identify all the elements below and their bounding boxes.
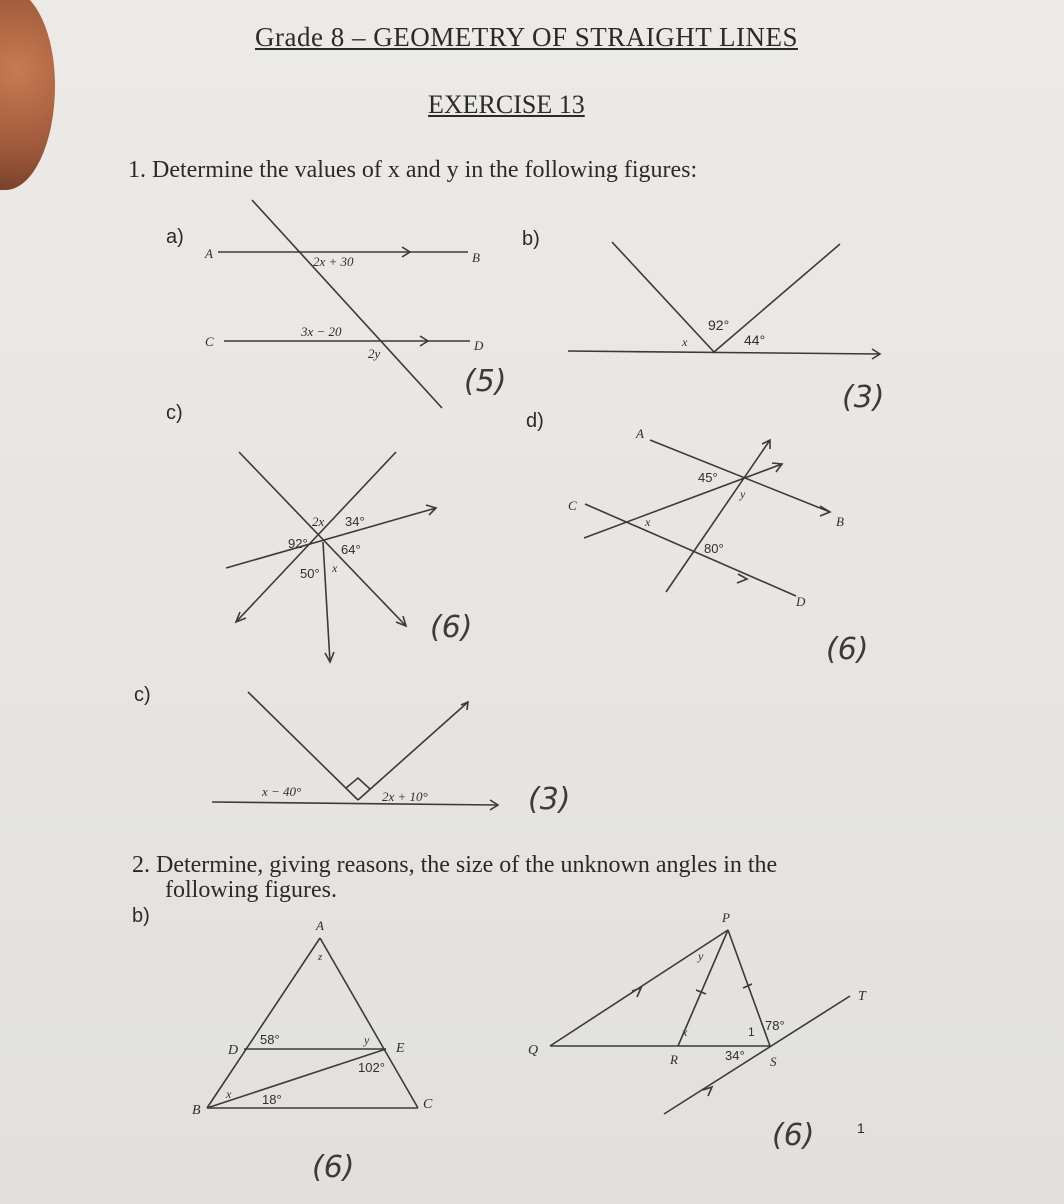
fig-1a-B: B — [472, 250, 480, 265]
fig-1a-angle-2x-30: 2x + 30 — [313, 254, 354, 269]
fig-2b-y: y — [364, 1033, 370, 1047]
fig-1e-angle-x-40: x − 40° — [262, 784, 302, 799]
mark-2b: (6) — [312, 1150, 355, 1185]
fig-1c-angle-2x: 2x — [312, 514, 325, 529]
fig-1d-A: A — [636, 426, 644, 441]
mark-1e: (3) — [528, 782, 571, 817]
mark-1c: (6) — [430, 610, 473, 645]
fig-2-y: y — [698, 949, 704, 963]
page-number: 1 — [857, 1120, 865, 1136]
fig-1d-C: C — [568, 498, 577, 513]
mark-2-other: (6) — [772, 1118, 815, 1153]
part-c-label: c) — [166, 402, 183, 424]
fig-1d-D: D — [796, 594, 806, 609]
fig-2-S: S — [770, 1054, 777, 1069]
fig-1a-A: A — [205, 246, 213, 261]
fig-2b-B: B — [192, 1103, 201, 1118]
fig-1c-angle-50: 50° — [300, 566, 320, 581]
fig-1d-B: B — [836, 514, 844, 529]
fig-2b-x: x — [226, 1087, 232, 1101]
fig-2-Q: Q — [528, 1043, 539, 1058]
fig-1b-x: x — [682, 335, 688, 349]
fig-2b-angle-58: 58° — [260, 1032, 280, 1047]
fig-1a-D: D — [474, 338, 484, 353]
fig-2-T: T — [858, 989, 866, 1004]
part-e-label: c) — [134, 684, 151, 706]
fig-1a-angle-2y: 2y — [368, 346, 381, 361]
exercise-heading: EXERCISE 13 — [428, 90, 585, 119]
fig-2b-E: E — [396, 1041, 405, 1056]
fig-1a-angle-3x-20: 3x − 20 — [301, 324, 342, 339]
fig-2b-z: z — [318, 951, 323, 963]
worksheet-title: Grade 8 – GEOMETRY OF STRAIGHT LINES — [255, 22, 798, 52]
fig-2b-C: C — [423, 1097, 433, 1112]
fig-1d-angle-80: 80° — [704, 541, 724, 556]
fig-1c-angle-64: 64° — [341, 542, 361, 557]
question-2-text-line1: 2. Determine, giving reasons, the size of the unknown angles in the — [132, 852, 778, 878]
fig-2-x: x — [682, 1025, 688, 1039]
fig-2b-D: D — [228, 1043, 239, 1058]
fig-1c-angle-92: 92° — [288, 536, 308, 551]
fig-2-P: P — [722, 910, 730, 925]
part-d-label: d) — [526, 410, 544, 432]
fig-2-R: R — [670, 1052, 678, 1067]
part-b-label: b) — [522, 228, 540, 250]
fig-2-angle-78: 78° — [765, 1018, 785, 1033]
fig-1c-x: x — [332, 561, 338, 575]
fig-2-one: 1 — [748, 1025, 755, 1039]
mark-1a: (5) — [464, 364, 507, 399]
fig-1e-angle-2x-10: 2x + 10° — [382, 789, 428, 804]
fig-1a-C: C — [205, 334, 214, 349]
mark-1b: (3) — [842, 380, 885, 415]
fig-2b-angle-18: 18° — [262, 1092, 282, 1107]
part-a-label: a) — [166, 226, 184, 248]
question-2-text-line2: following figures. — [165, 877, 337, 903]
fig-1d-angle-45: 45° — [698, 470, 718, 485]
fig-1b-angle-92: 92° — [708, 317, 730, 333]
fig-2b-A: A — [316, 918, 324, 933]
fig-1b-angle-44: 44° — [744, 332, 766, 348]
mark-1d: (6) — [826, 632, 869, 667]
fig-1d-y: y — [740, 487, 746, 501]
fig-2b-angle-102: 102° — [358, 1060, 385, 1075]
fig-1d-x: x — [645, 515, 651, 529]
question-1-text: 1. Determine the values of x and y in the following figures: — [128, 157, 698, 183]
fig-1c-angle-34: 34° — [345, 514, 365, 529]
q2-part-b-label: b) — [132, 905, 150, 927]
fig-2-angle-34: 34° — [725, 1048, 745, 1063]
